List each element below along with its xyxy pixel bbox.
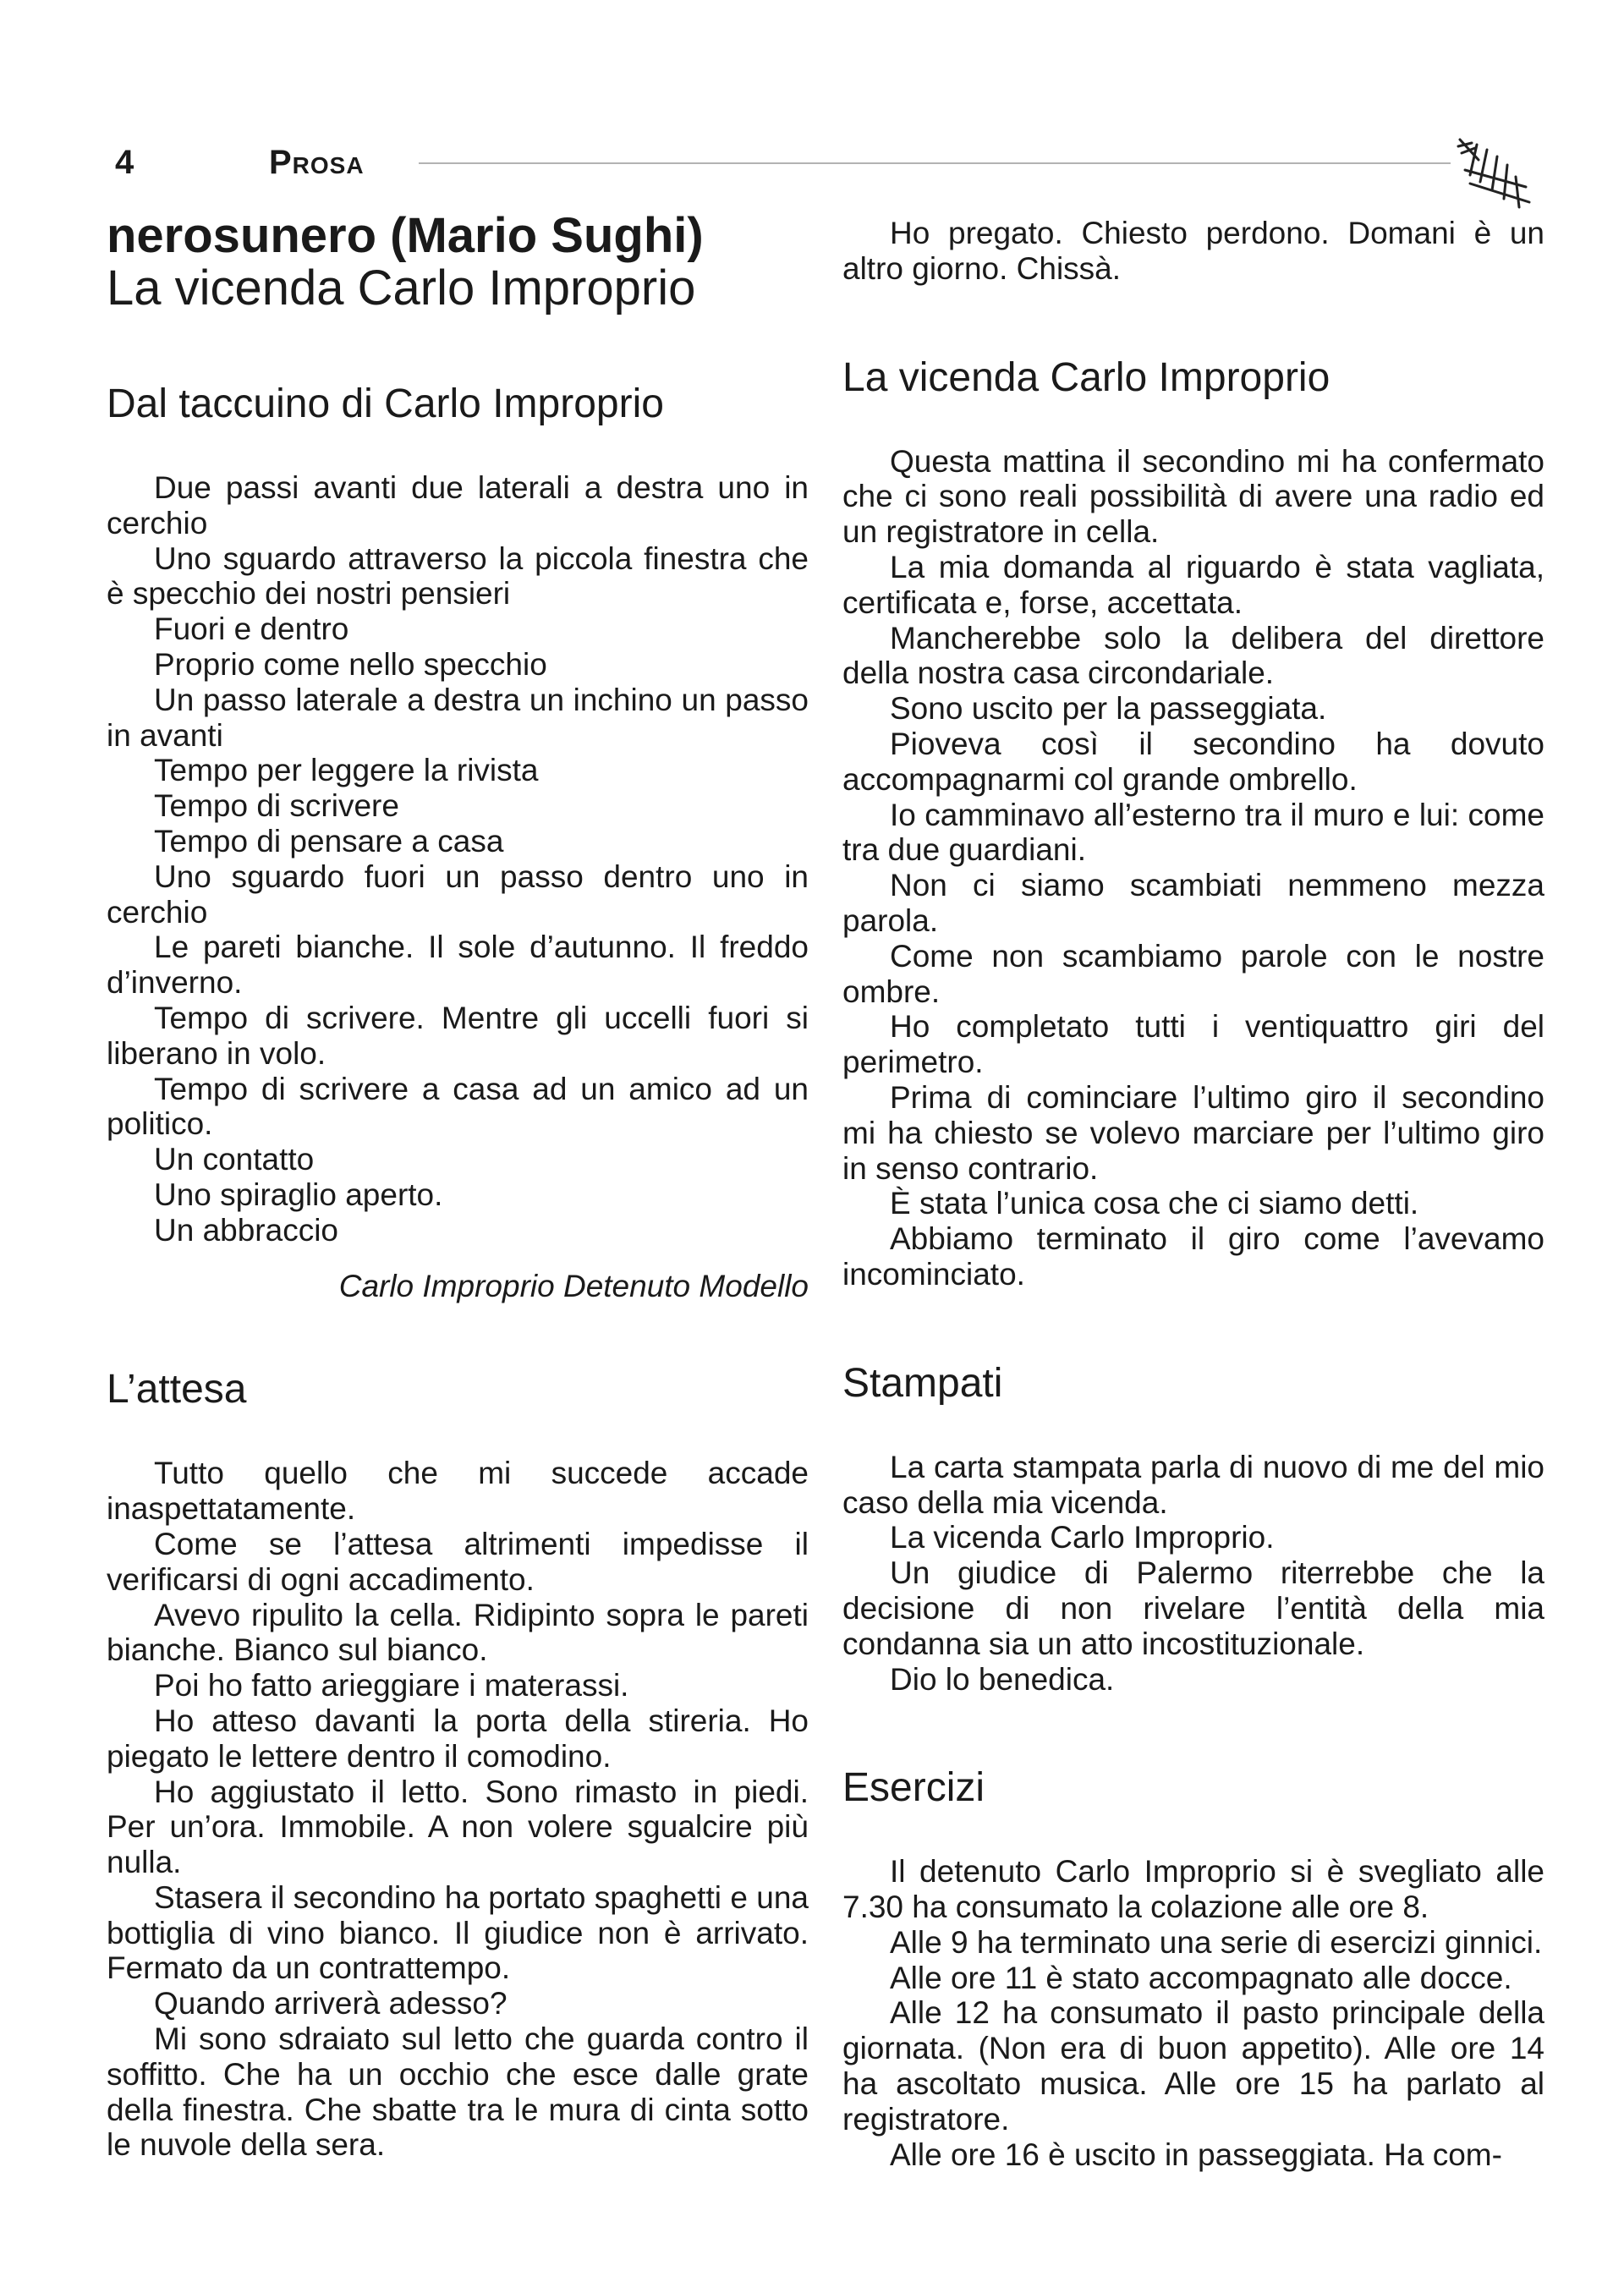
paragraph: Pioveva così il secondino ha dovuto accompagnarmi col grande ombrello. <box>842 726 1544 797</box>
paragraph: Tempo per leggere la rivista <box>154 753 539 788</box>
paragraph: Mancherebbe solo la delibera del direttore della nostra casa circondariale. <box>842 620 1544 691</box>
paragraph: Sono uscito per la passeggiata. <box>890 691 1327 727</box>
paragraph: Le pareti bianche. Il sole d’autunno. Il freddo d’inverno. <box>107 930 809 1001</box>
paragraph: Tempo di pensare a casa <box>154 823 504 859</box>
spacer <box>842 1697 1544 1764</box>
paragraph: Come se l’attesa altrimenti impedisse il verificarsi di ogni accadimento. <box>107 1526 809 1597</box>
header-rule <box>419 162 1451 164</box>
paragraph: Ho atteso davanti la porta della stireria. Ho piegato le lettere dentro il comodino. <box>107 1703 809 1774</box>
section-body-vicenda <box>842 444 1544 1292</box>
paragraph: Tempo di scrivere a casa ad un amico ad un politico. <box>107 1071 809 1142</box>
paragraph: Dio lo benedica. <box>890 1661 1115 1697</box>
paragraph: Prima di cominciare l’ultimo giro il secondino mi ha chiesto se volevo marciare per l’ultimo giro in senso contrario. <box>842 1079 1544 1186</box>
paragraph: Alle 12 ha consumato il pasto principale della giornata. (Non era di buon appetito). Alle ore 14 ha ascoltato musica. Alle ore 15 ha parlato al registratore. <box>842 1995 1544 2137</box>
left-column <box>107 210 809 2163</box>
section-body-attesa <box>107 1456 809 2163</box>
paragraph: Un contatto <box>154 1142 315 1177</box>
paragraph: Avevo ripulito la cella. Ridipinto sopra le pareti bianche. Bianco sul bianco. <box>107 1597 809 1668</box>
paragraph: Uno sguardo attraverso la piccola finestra che è specchio dei nostri pensieri <box>107 540 809 612</box>
paragraph: La vicenda Carlo Improprio. <box>890 1520 1275 1555</box>
paragraph: Poi ho fatto arieggiare i materassi. <box>154 1668 629 1703</box>
paragraph: È stata l’unica cosa che ci siamo detti. <box>890 1186 1419 1221</box>
article-subtitle: La vicenda Carlo Improprio <box>107 261 696 315</box>
section-heading-esercizi: Esercizi <box>842 1765 985 1811</box>
paragraph: Proprio come nello specchio <box>154 646 547 682</box>
paragraph: Mi sono sdraiato sul letto che guarda contro il soffitto. Che ha un occhio che esce dalle grate della finestra. Che sbatte tra le mura di cinta sotto le nuvole della sera. <box>107 2021 809 2163</box>
section-heading-attesa: L’attesa <box>107 1367 247 1413</box>
right-column <box>842 216 1544 2172</box>
spacer <box>842 287 1544 354</box>
paragraph: Tempo di scrivere. Mentre gli uccelli fuori si liberano in volo. <box>107 1000 809 1071</box>
paragraph: Un giudice di Palermo riterrebbe che la decisione di non rivelare l’entità della mia condanna sia un atto incostituzionale. <box>842 1555 1544 1661</box>
paragraph: La mia domanda al riguardo è stata vagliata, certificata e, forse, accettata. <box>842 549 1544 620</box>
section-heading-stampati: Stampati <box>842 1360 1003 1406</box>
paragraph: Io camminavo all’esterno tra il muro e lui: come tra due guardiani. <box>842 797 1544 868</box>
paragraph: Uno spiraglio aperto. <box>154 1177 443 1212</box>
paragraph: Quando arriverà adesso? <box>154 1986 508 2021</box>
paragraph: Come non scambiamo parole con le nostre ombre. <box>842 938 1544 1009</box>
paragraph: Ho aggiustato il letto. Sono rimasto in piedi. Per un’ora. Immobile. A non volere sgualcire più nulla. <box>107 1774 809 1880</box>
section-body-stampati <box>842 1450 1544 1698</box>
paragraph: Fuori e dentro <box>154 612 349 647</box>
paragraph: Un abbraccio <box>154 1212 339 1248</box>
paragraph: Un passo laterale a destra un inchino un passo in avanti <box>107 682 809 753</box>
paragraph: Alle ore 11 è stato accompagnato alle docce. <box>890 1960 1512 1995</box>
page-header <box>0 0 1624 203</box>
paragraph: Tempo di scrivere <box>154 788 399 824</box>
section-heading-vicenda: La vicenda Carlo Improprio <box>842 354 1330 400</box>
section-body-taccuino <box>107 470 809 1248</box>
paragraph: Uno sguardo fuori un passo dentro uno in cerchio <box>107 859 809 930</box>
paragraph: Non ci siamo scambiati nemmeno mezza parola. <box>842 868 1544 938</box>
article-title: nerosunero (Mario Sughi) <box>107 208 704 263</box>
paragraph: Tutto quello che mi succede accade inaspettatamente. <box>107 1456 809 1527</box>
paragraph: Alle ore 16 è uscito in passeggiata. Ha com- <box>890 2137 1502 2172</box>
paragraph: Questa mattina il secondino mi ha confermato che ci sono reali possibilità di avere una radio ed un registratore in cella. <box>842 443 1544 550</box>
paragraph: Due passi avanti due laterali a destra uno in cerchio <box>107 470 809 540</box>
paragraph: Abbiamo terminato il giro come l’avevamo incominciato. <box>842 1221 1544 1292</box>
section-label: Prosa <box>269 144 365 181</box>
paragraph: Ho pregato. Chiesto perdono. Domani è un altro giorno. Chissà. <box>842 216 1544 286</box>
page-number: 4 <box>115 144 134 181</box>
spacer <box>842 1292 1544 1360</box>
paragraph: La carta stampata parla di nuovo di me del mio caso della mia vicenda. <box>842 1449 1544 1520</box>
section-body-intro <box>842 216 1544 287</box>
paragraph: Ho completato tutti i ventiquattro giri del perimetro. <box>842 1009 1544 1080</box>
section-heading-taccuino: Dal taccuino di Carlo Improprio <box>107 381 664 426</box>
signature: Carlo Improprio Detenuto Modello <box>338 1268 809 1303</box>
paragraph: Alle 9 ha terminato una serie di esercizi ginnici. <box>890 1924 1543 1960</box>
paragraph: Stasera il secondino ha portato spaghetti e una bottiglia di vino bianco. Il giudice non è arrivato. Fermato da un contrattempo. <box>107 1879 809 1986</box>
tally-marks-logo-icon <box>1453 131 1534 212</box>
paragraph: Il detenuto Carlo Improprio si è svegliato alle 7.30 ha consumato la colazione alle ore 8. <box>842 1854 1544 1925</box>
section-body-esercizi <box>842 1854 1544 2172</box>
